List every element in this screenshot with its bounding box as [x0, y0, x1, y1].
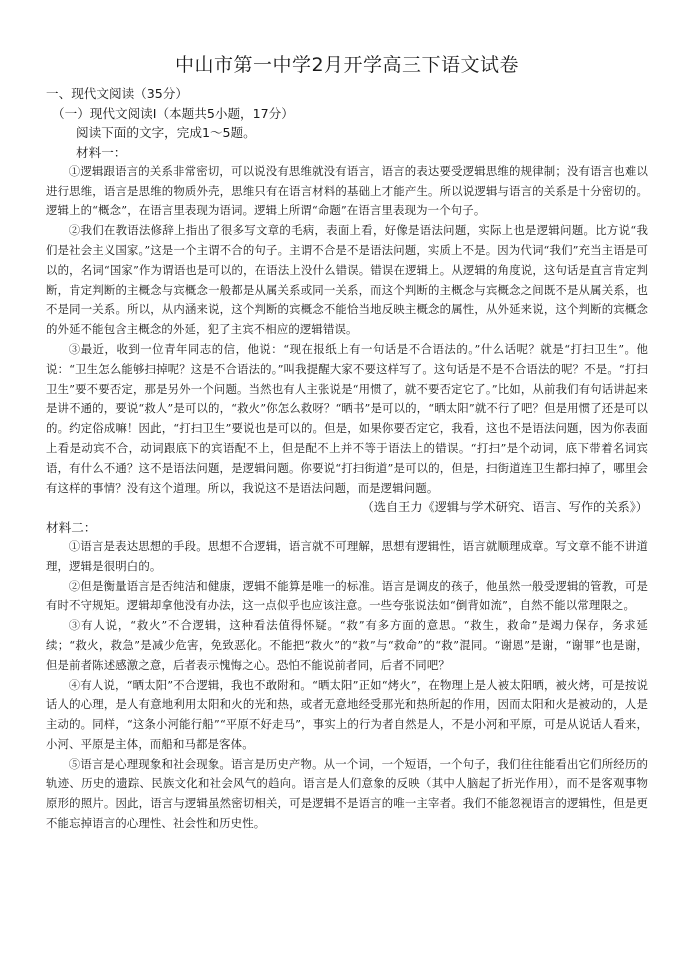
material1-source: （选自王力《逻辑与学术研究、语言、写作的关系》）: [361, 500, 648, 515]
section-heading: 一、现代文阅读（35分）: [46, 86, 188, 101]
material2-paragraph: ③有人说，“救火”不合逻辑，这种看法值得怀疑。“救”有多方面的意思。“救生，救命”是竭力保存，务求延续；“救火，救急”是减少危害，免致恶化。不能把“救火”的“救”与“救命”的“救”混同。“谢恩”是谢，“谢罪”也是谢，但是前者陈述感激之意，后者表示愧悔之心。恐怕不能说前者同，后者不同吧？: [46, 618, 648, 672]
material1-paragraph: ③最近，收到一位青年同志的信，他说：“现在报纸上有一句话是不合语法的。”什么话呢？就是“打扫卫生”。他说：“卫生怎么能够扫掉呢？这是不合语法的。”叫我提醒大家不要这样写了。这句话是不是不合语法的呢？不是。“打扫卫生”要不要否定，那是另外一个问题。当然也有人主张说是“用惯了，就不要否定它了。”比如，从前我们有句话讲起来是讲不通的，要说“救人”是可以的，“救火”你怎么救呀？“晒书”是可以的，“晒太阳”就不行了吧？但是用惯了还是可以的。约定俗成嘛！因此，“打扫卫生”要说也是可以的。但是，如果你要否定它，我看，这也不是语法问题，因为你表面上看是动宾不合，动词跟底下的宾语配不上，但是配不上并不等于语法上的错误。“打扫”是个动词，底下带着名词宾语，有什么不通？这不是语法问题，是逻辑问题。你要说“打扫街道”是可以的，但是，扫街道连卫生都扫掉了，哪里会有这样的事情？没有这个道理。所以，我说这不是语法问题，而是逻辑问题。: [46, 341, 648, 495]
material2-paragraph: ②但是衡量语言是否纯洁和健康，逻辑不能算是唯一的标准。语言是调皮的孩子，他虽然一般受逻辑的管教，可是有时不守规矩。逻辑却拿他没有办法，这一点似乎也应该注意。一些夸张说法如“倒背如流”，自然不能以常理限之。: [46, 578, 648, 613]
material1-paragraph: ①逻辑跟语言的关系非常密切，可以说没有思维就没有语言，语言的表达要受逻辑思维的规律制；没有语言也难以进行思维，语言是思维的物质外壳，思维只有在语言材料的基础上才能产生。所以说逻辑与语言的关系是十分密切的。逻辑上的“概念”，在语言里表现为语词。逻辑上所谓“命题”在语言里表现为一个句子。: [46, 163, 648, 218]
material2-paragraph: ④有人说，“晒太阳”不合逻辑，我也不敢附和。“晒太阳”正如“烤火”，在物理上是人被太阳晒，被火烤，可是按说话人的心理，是人有意地利用太阳和火的光和热，或者无意地经受那光和热所起的作用，因而太阳和火是被动的，人是主动的。同样，“这条小河能行船”“平原不好走马”，事实上的行为者自然是人，不是小河和平原，可是从说话人看来，小河、平原是主体，而船和马都是客体。: [46, 677, 648, 751]
page-title: 中山市第一中学2月开学高三下语文试卷: [174, 54, 520, 76]
subsection-heading: （一）现代文阅读I（本题共5小题，17分）: [52, 105, 294, 121]
material2-label: 材料二：: [46, 519, 97, 535]
material1-paragraph: ②我们在教语法修辞上指出了很多写文章的毛病，表面上看，好像是语法问题，实际上也是逻辑问题。比方说“我们是社会主义国家。”这是一个主谓不合的句子。主谓不合是不是语法问题，实质上不是。因为代词“我们”充当主语是可以的，名词“国家”作为谓语也是可以的，在语法上没什么错误。错误在逻辑上。从逻辑的角度说，这句话是直言肯定判断，肯定判断的主概念与宾概念一般都是从属关系或同一关系，而这个判断的主概念与宾概念之间既不是从属关系，也不是同一关系。所以，从内涵来说，这个判断的宾概念不能恰当地反映主概念的属性，从外延来说，这个判断的宾概念的外延不能包含主概念的外延，犯了主宾不相应的逻辑错误。: [46, 223, 648, 337]
material2-paragraph: ①语言是表达思想的手段。思想不合逻辑，语言就不可理解，思想有逻辑性，语言就顺理成章。写文章不能不讲道理，逻辑是很明白的。: [46, 538, 648, 573]
material1-label: 材料一：: [76, 144, 127, 160]
material2-paragraph: ⑤语言是心理现象和社会现象。语言是历史产物。从一个词，一个短语，一个句子，我们往往能看出它们所经历的轨迹、历史的遗踪、民族文化和社会风气的趋向。语言是人们意象的反映（其中人脑起了折光作用），而不是客观事物原形的照片。因此，语言与逻辑虽然密切相关，可是逻辑不是语言的唯一主宰者。我们不能忽视语言的逻辑性，但是更不能忘掉语言的心理性、社会性和历史性。: [46, 756, 648, 831]
instruction-text: 阅读下面的文字，完成1～5题。: [76, 125, 256, 141]
